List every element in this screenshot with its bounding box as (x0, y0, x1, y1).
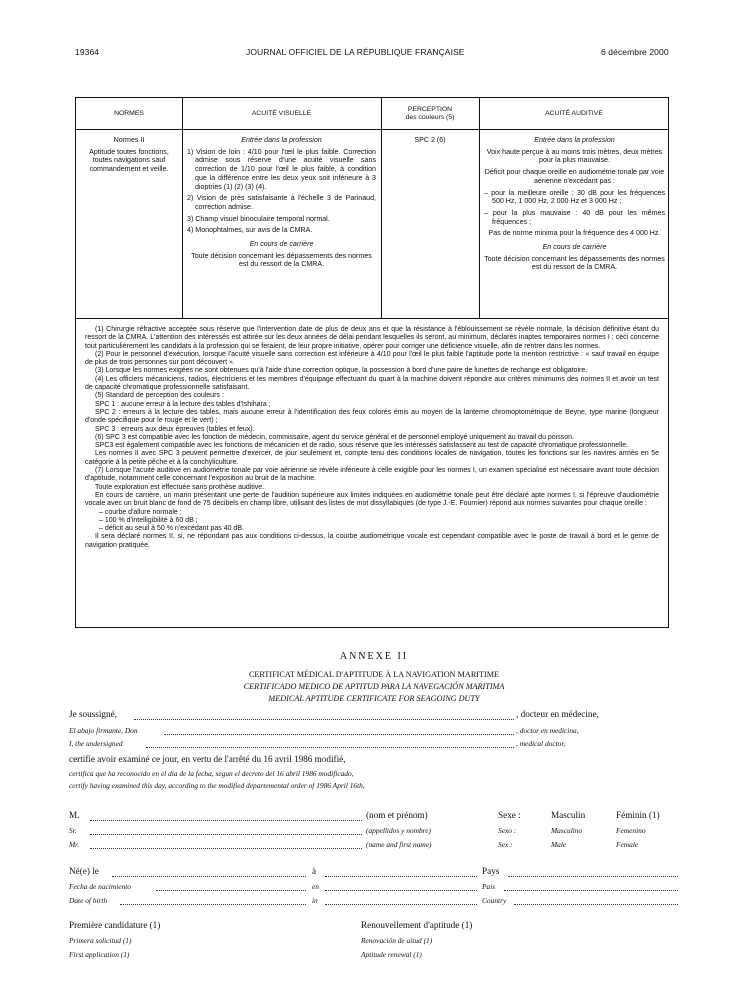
footnote: SPC 2 : erreurs à la lecture des tables, mais aucune erreur à l'identification des feux colorés émis au moyen de la lanterne chromoptométrique de Beyne, type marine (longueur d'onde spécifique pour le rouge et le vert) ; (85, 408, 659, 425)
footnote: SPC3 est également compatible avec les fonctions de mécanicien et de radio, sous réserve que les intéressés satisfassent au test de capacité chromatique professionnelle. (95, 442, 629, 450)
birth-date-label-es: Fecha de nacimiento (69, 882, 131, 891)
masculin-option-es: Masculino (551, 826, 583, 835)
soussigne-field-en[interactable] (146, 747, 514, 748)
auditive-item: Déficit pour chaque oreille en audiométrie tonale par voie aérienne n'excédant pas : (484, 168, 665, 185)
footnote: (4) Les officiers mécaniciens, radios, électriciens et les membres d'équipage effectuant du quart à la machine doivent répondre aux critères minimums des normes II et avoir un test de capacité chromatique professionnelle satisfaisant. (85, 375, 659, 392)
birth-date-field-en[interactable] (120, 904, 306, 905)
header-acuite-visuelle: ACUITÉ VISUELLE (251, 109, 312, 117)
header-perception-couleurs: PERCEPTION des couleurs (5) (405, 105, 455, 121)
soussigne-label-es: El abajo firmante, Don (69, 726, 138, 735)
renewal-option-en: Aptitude renewal (1) (361, 950, 422, 959)
birth-place-field[interactable] (325, 876, 477, 877)
birth-date-label: Né(e) le (69, 866, 99, 876)
feminin-option-en: Female (616, 840, 639, 849)
soussigne-field[interactable] (134, 719, 514, 720)
certifie-text-es: certifica que ha reconocido en el dia de la fecha, segun el decreto del 16 abril 1986 modificado, (69, 769, 354, 778)
birth-date-field[interactable] (112, 876, 306, 877)
birth-place-field-en[interactable] (325, 904, 477, 905)
footnote: (7) Lorsque l'acuité auditive en audiométrie tonale par voie aérienne se révèle inférieure à celle exigible pour les normes I, un examen spécialisé est nécessaire avant toute décision d'aptitude, notamment celle concernant l'exposition au bruit de la machine. (85, 467, 659, 483)
annex-title-fr: CERTIFICAT MÉDICAL D'APTITUDE À LA NAVIGATION MARITIME (248, 670, 500, 679)
footnote: SPC 1 : aucune erreur à la lecture des tables d'Ishihara ; (95, 400, 271, 408)
visuelle-career-text: Toute décision concernant les dépassements des normes est du ressort de la CMRA. (191, 251, 372, 269)
soussigne-field-es[interactable] (164, 734, 514, 735)
certifie-text: certifie avoir examiné ce jour, en vertu de l'arrêté du 16 avril 1986 modifié, (69, 754, 346, 764)
footnote: (2) Pour le personnel d'exécution, lorsque l'acuité visuelle sans correction est inférieure à 4/10 pour l'œil le plus faible l'aptitude porte la mention restrictive : « sauf travail en équipe de plus de trois personnes sur pont découvert ». (85, 350, 659, 367)
footnote: Toute exploration est effectuée sans prothèse auditive. (95, 483, 265, 491)
renewal-option[interactable]: Renouvellement d'aptitude (1) (361, 920, 473, 930)
nom-label: (nom et prénom) (366, 810, 428, 820)
journal-title: JOURNAL OFFICIEL DE LA RÉPUBLIQUE FRANÇAISE (246, 47, 465, 57)
footnote: SPC 3 : erreurs aux deux épreuves (tables et feux). (95, 425, 255, 433)
header-acuite-auditive: ACUITÉ AUDITIVE (545, 109, 603, 117)
docteur-label-en: , medical doctor, (516, 739, 566, 748)
visuelle-item: 2) Vision de près satisfaisante à l'échelle 3 de Parinaud, correction admise. (187, 194, 376, 211)
country-field[interactable] (508, 876, 678, 877)
birth-place-field-es[interactable] (325, 890, 477, 891)
annex-title-es: CERTIFICADO MEDICO DE APTITUD PARA LA NAVEGACIÓN MARITIMA (243, 682, 505, 691)
first-application-option-es: Primera solicitud (1) (69, 936, 132, 945)
auditive-item: Pas de norme minima pour la fréquence des 4 000 Hz. (488, 229, 661, 238)
nom-label-es: (appellidos y nombre) (366, 826, 431, 835)
country-label-en: Country (482, 896, 507, 905)
footnote: – courbe d'allure normale ; (99, 508, 182, 516)
name-field[interactable] (90, 820, 362, 821)
soussigne-label-en: I, the undersigned (69, 739, 123, 748)
name-field-es[interactable] (90, 834, 362, 835)
auditive-item: – pour la meilleure oreille : 30 dB pour les fréquences 500 Hz, 1 000 Hz, 2 000 Hz et 3 000 Hz ; (484, 188, 665, 206)
couleurs-text: SPC 2 (6) (414, 136, 446, 144)
country-field-en[interactable] (514, 904, 678, 905)
country-label-es: Pais (482, 882, 496, 891)
masculin-option[interactable]: Masculin (551, 810, 586, 820)
footnote: (3) Lorsque les normes exigées ne sont obtenues qu'à l'aide d'une correction optique, la possession à bord d'une paire de lunettes de rechange est obligatoire. (95, 367, 588, 375)
header-normes: NORMES (114, 109, 144, 117)
docteur-label-es: , doctor en medicina, (516, 726, 579, 735)
footnote: Les normes II avec SPC 3 peuvent permettre d'exercer, de jour seulement et, compte tenu des conditions locales de navigation, toutes les fonctions sur les navires armés en 5e catégorie à la petite pêche et à la conchyliculture. (85, 450, 659, 466)
country-label: Pays (482, 866, 500, 876)
footnote: – 100 % d'intelligibilité à 60 dB ; (99, 516, 198, 524)
renewal-option-es: Renovación de aitud (1) (361, 936, 433, 945)
birth-place-label-en: in (312, 896, 318, 905)
footnote: (5) Standard de perception des couleurs : (95, 392, 224, 400)
annex-number: ANNEXE II (339, 651, 409, 662)
normes-title: Normes II (113, 136, 145, 144)
visuelle-cell (187, 136, 376, 272)
normes-cell (80, 136, 178, 177)
birth-place-label: à (312, 866, 317, 876)
name-field-en[interactable] (90, 848, 362, 849)
table-footnotes (75, 319, 669, 628)
normes-table (75, 97, 669, 319)
sexe-label: Sexe : (498, 810, 521, 820)
masculin-option-en: Male (551, 840, 567, 849)
footnote: Il sera déclaré normes II, si, ne répondant pas aux conditions ci-dessus, la courbe audiométrique vocale est cependant compatible avec le poste de travail à bord et le genre de navigation pratiquée. (85, 533, 659, 549)
auditive-career-text: Toute décision concernant les dépassements des normes est du ressort de la CMRA. (484, 254, 665, 272)
footnote: (1) Chirurgie réfractive acceptée sous réserve que l'intervention date de plus de deux ans et que la résistance à l'éblouissement se révèle normale, la décision définitive étant du ressort de la CMRA. L'attention des intéressés est attirée sur les deux années de délai pendant lesquelles ils seront, au minimum, déclarés inaptes temporaires normes I ; ceci concerne tout particulièrement les candidats à la profession qui se feraient, de leur propre initiative, opérer pour corriger une déficience visuelle, afin de rentrer dans les normes. (85, 326, 659, 350)
soussigne-label: Je soussigné, (69, 709, 117, 719)
auditive-entry-heading: Entrée dans la profession (534, 136, 615, 144)
birth-place-label-es: en (312, 882, 319, 891)
page-number: 19364 (75, 47, 100, 57)
visuelle-item: 4) Monophtalmes, sur avis de la CMRA. (187, 226, 313, 235)
sexe-label-es: Sexo : (498, 826, 517, 835)
footnote: En cours de carrière, un marin présentant une perte de l'audition supérieure aux limites indiquées en audiométrie tonale peut être déclaré apte normes I, si l'épreuve d'audiométrie vocale avec un bruit blanc de fond de 75 décibels en champ libre, utilisant des listes de mot dissyllabiques (de type J.-E. Fournier) répond aux normes suivantes pour chaque oreille : (85, 491, 659, 508)
auditive-item: Voix haute perçue à au moins trois mètres, deux mètres pour la plus mauvaise. (486, 147, 663, 165)
annex-title-en: MEDICAL APTITUDE CERTIFICATE FOR SEAGOING DUTY (268, 694, 480, 703)
m-label: M. (69, 810, 80, 820)
feminin-option-es: Femenino (616, 826, 646, 835)
country-field-es[interactable] (504, 890, 678, 891)
visuelle-item: 1) Vision de loin : 4/10 pour l'œil le plus faible. Correction admise sous réserve d'une acuité visuelle sans correction de 1/10 pour l'œil le plus faible, à condition que la différence entre les deux yeux soit inférieure à 3 dioptries (1) (2) (3) (4). (187, 147, 376, 191)
couleurs-cell (386, 136, 474, 148)
certifie-text-en: certify having examined this day, according to the modified departemental order of 1986 April 16th, (69, 781, 365, 790)
auditive-career-heading: En cours de carrière (542, 243, 607, 252)
m-label-en: Mr. (69, 840, 80, 849)
feminin-option[interactable]: Féminin (1) (616, 810, 660, 820)
visuelle-entry-heading: Entrée dans la profession (241, 136, 322, 144)
auditive-item: – pour la plus mauvaise : 40 dB pour les mêmes fréquences ; (484, 208, 665, 226)
footnote: – déficit au seuil à 50 % n'excédant pas 40 dB. (99, 525, 244, 533)
birth-date-field-es[interactable] (156, 890, 306, 891)
visuelle-item: 3) Champ visuel binoculaire temporal normal. (187, 214, 330, 223)
birth-date-label-en: Date of birth (69, 896, 108, 905)
normes-text: Aptitude toutes fonctions, toutes navigations sauf commandement et veille. (89, 147, 169, 174)
page-date: 6 décembre 2000 (601, 47, 669, 57)
nom-label-en: (name and first name) (366, 840, 432, 849)
auditive-cell (484, 136, 665, 275)
m-label-es: Sr. (69, 826, 77, 835)
first-application-option[interactable]: Première candidature (1) (69, 920, 161, 930)
docteur-label: , docteur en médecine, (516, 709, 599, 719)
first-application-option-en: First application (1) (69, 950, 130, 959)
sexe-label-en: Sex : (498, 840, 513, 849)
visuelle-career-heading: En cours de carrière (249, 240, 314, 249)
footnote: (6) SPC 3 est compatible avec les fonction de médecin, commissaire, agent du service général et de personnel employé uniquement au travail du poisson. (95, 433, 574, 441)
